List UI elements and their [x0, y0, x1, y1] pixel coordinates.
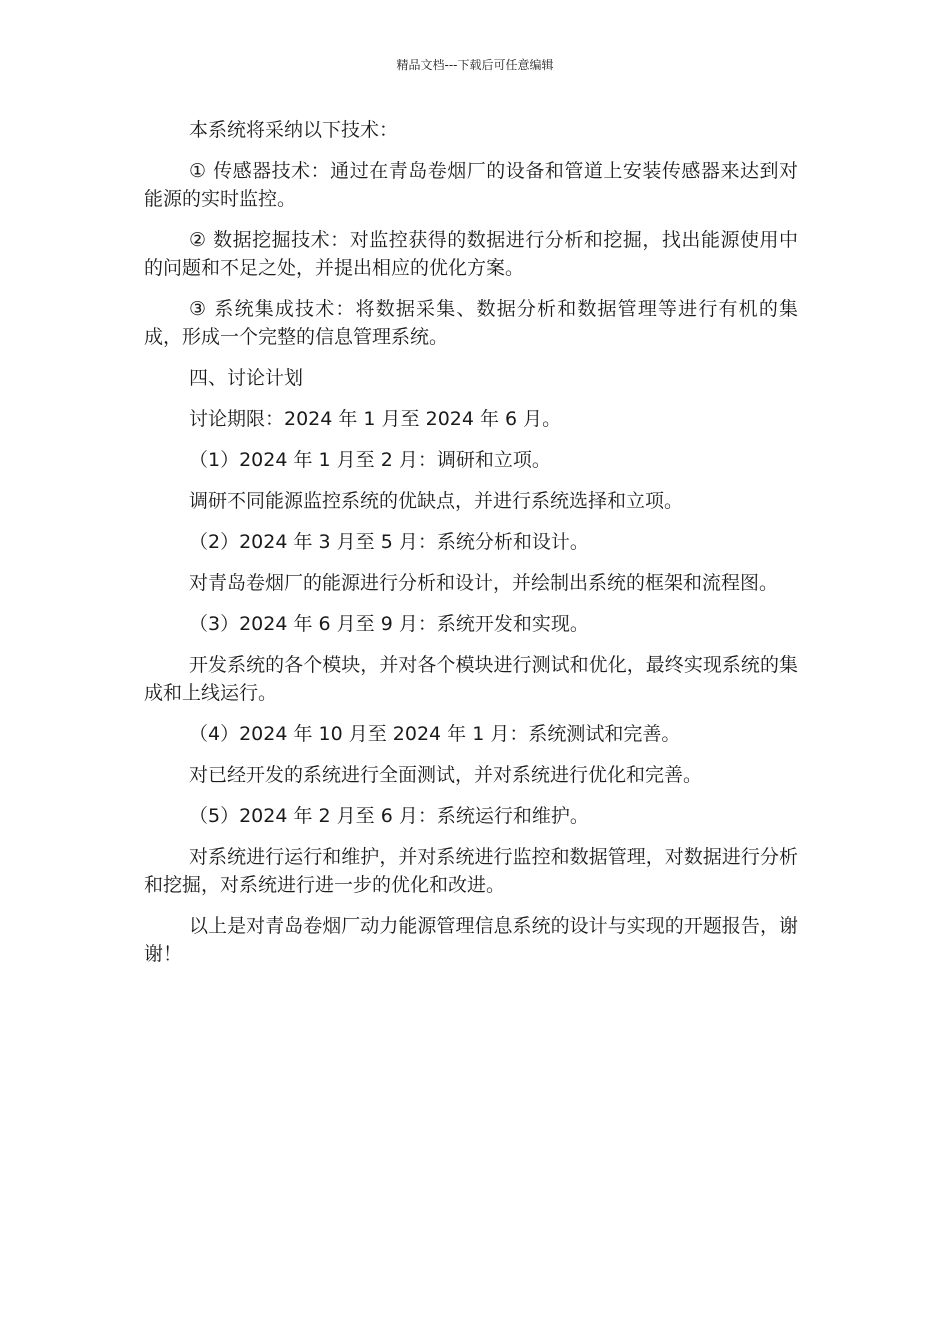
- phase-5-title: （5）2024 年 2 月至 6 月：系统运行和维护。: [189, 805, 589, 827]
- phase-3-description: 开发系统的各个模块，并对各个模块进行测试和优化，最终实现系统的集成和上线运行。: [144, 654, 798, 704]
- phase-4-description: 对已经开发的系统进行全面测试，并对系统进行优化和完善。: [189, 764, 703, 786]
- section-heading: 四、讨论计划: [189, 367, 304, 389]
- intro-paragraph: 本系统将采纳以下技术：: [189, 119, 399, 141]
- phase-1-description: 调研不同能源监控系统的优缺点，并进行系统选择和立项。: [189, 490, 684, 512]
- tech-item-sensor: ① 传感器技术：通过在青岛卷烟厂的设备和管道上安装传感器来达到对能源的实时监控。: [144, 160, 798, 210]
- phase-2-description: 对青岛卷烟厂的能源进行分析和设计，并绘制出系统的框架和流程图。: [189, 572, 779, 594]
- tech-item-system-integration: ③ 系统集成技术：将数据采集、数据分析和数据管理等进行有机的集成，形成一个完整的信息管理系统。: [144, 298, 798, 348]
- phase-1-title: （1）2024 年 1 月至 2 月：调研和立项。: [189, 449, 551, 471]
- page-header: 精品文档---下载后可任意编辑: [396, 58, 554, 72]
- tech-item-data-mining: ② 数据挖掘技术：对监控获得的数据进行分析和挖掘，找出能源使用中的问题和不足之处，并提出相应的优化方案。: [144, 229, 798, 279]
- closing-paragraph: 以上是对青岛卷烟厂动力能源管理信息系统的设计与实现的开题报告，谢谢！: [144, 915, 798, 965]
- phase-5-description: 对系统进行运行和维护，并对系统进行监控和数据管理，对数据进行分析和挖掘，对系统进行进一步的优化和改进。: [144, 846, 798, 896]
- research-period: 讨论期限：2024 年 1 月至 2024 年 6 月。: [189, 408, 562, 430]
- phase-4-title: （4）2024 年 10 月至 2024 年 1 月：系统测试和完善。: [189, 723, 681, 745]
- document-body: [144, 116, 798, 981]
- phase-2-title: （2）2024 年 3 月至 5 月：系统分析和设计。: [189, 531, 589, 553]
- phase-3-title: （3）2024 年 6 月至 9 月：系统开发和实现。: [189, 613, 589, 635]
